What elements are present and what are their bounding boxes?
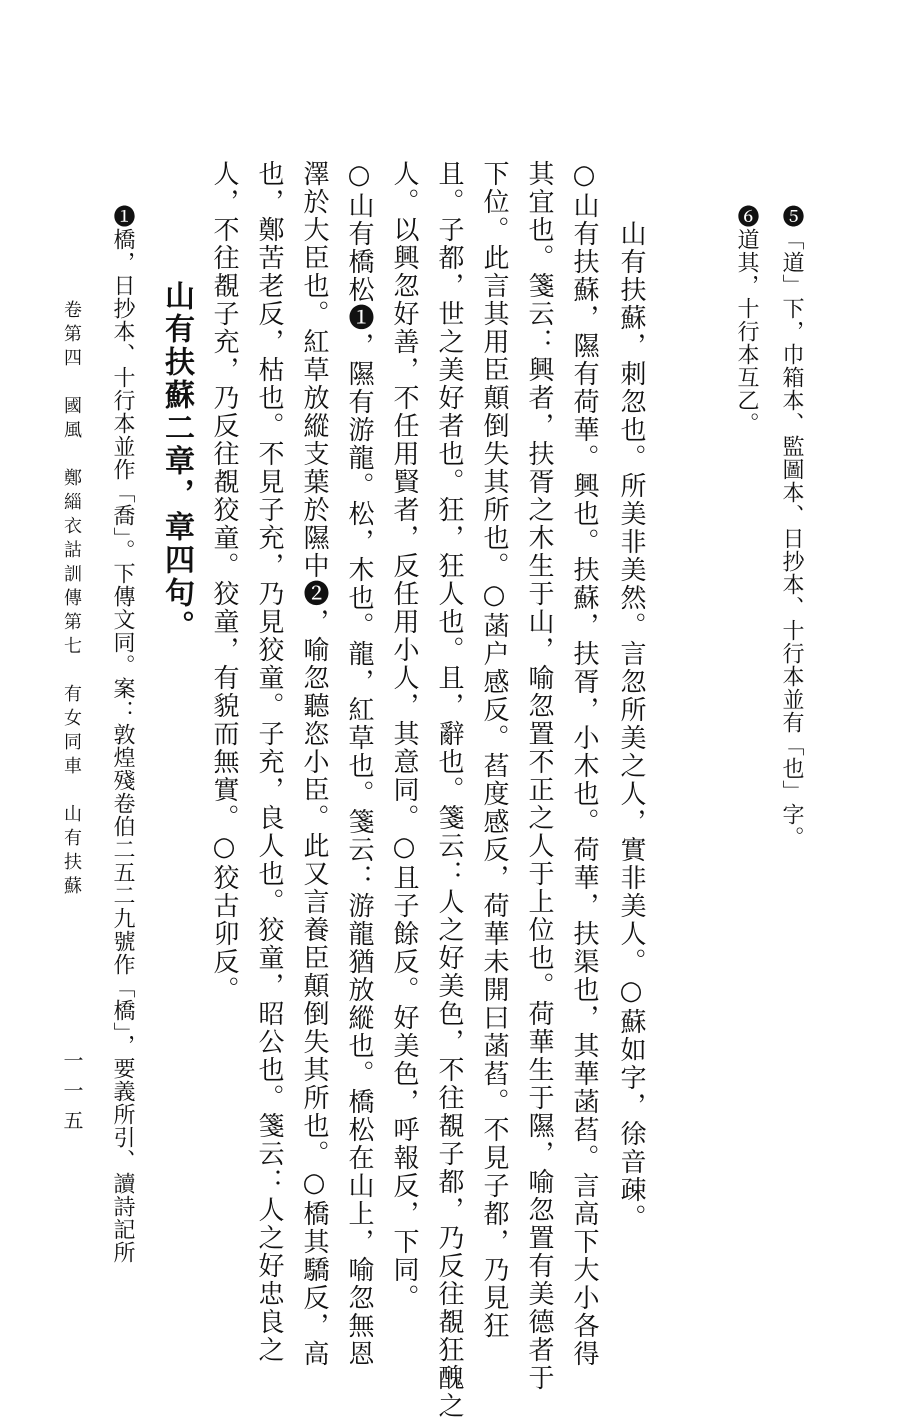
note-5: ❺「道」下，巾箱本、監圖本、日抄本、十行本並有「也」字。 (779, 205, 804, 849)
text-column-10: 人，不往覩子充，乃反往覩狡童。狡童，有貌而無實。○狡古卯反。 (209, 160, 239, 1004)
text-column-7: ○山有橋松❶，隰有游龍。松，木也。龍，紅草也。箋云：游龍猶放縱也。橋松在山上，喻忽無恩 (344, 160, 374, 1368)
note-6: ❻道其，十行本互乙。 (734, 205, 759, 435)
text-column-2: ○山有扶蘇，隰有荷華。興也。扶蘇，扶胥，小木也。荷華，扶渠也，其華菡萏。言高下大小各得 (569, 160, 599, 1368)
text-column-8: 澤於大臣也。紅草放縱支葉於隰中❷，喻忽聽恣小臣。此又言養臣顛倒失其所也。○橋其驕反，高 (299, 160, 329, 1368)
footnote: ❶橋，日抄本、十行本並作「喬」。下傳文同。案：敦煌殘卷伯二五二九號作「橋」，要義所引、讀詩記所 (110, 205, 135, 1264)
text-column-1: 山有扶蘇，刺忽也。所美非美然。言忽所美之人，實非美人。○蘇如字，徐音疎。 (616, 220, 646, 1232)
text-column-9: 也，鄭苦老反，枯也。不見子充，乃見狡童。子充，良人也。狡童，昭公也。箋云：人之好忠良之 (254, 160, 284, 1364)
text-column-4: 下位。此言其用臣顛倒失其所也。○菡户感反。萏度感反，荷華未開曰菡萏。不見子都，乃見狂 (479, 160, 509, 1340)
text-column-5: 且。子都，世之美好者也。狂，狂人也。且，辭也。箋云：人之好美色，不往覩子都，乃反往覩狂醜之 (434, 160, 464, 1420)
page-number: 一一五 (60, 1050, 84, 1140)
text-column-6: 人。以興忽好善，不任用賢者，反任用小人，其意同。○且子餘反。好美色，呼報反，下同。 (389, 160, 419, 1312)
text-column-3: 其宜也。箋云：興者，扶胥之木生于山，喻忽置不正之人于上位也。荷華生于隰，喻忽置有美德者于 (524, 160, 554, 1392)
chapter-summary: 山有扶蘇二章，章四句。 (159, 280, 194, 643)
running-head: 卷第四 國風 鄭緇衣詁訓傳第七 有女同車 山有扶蘇 (61, 300, 82, 900)
